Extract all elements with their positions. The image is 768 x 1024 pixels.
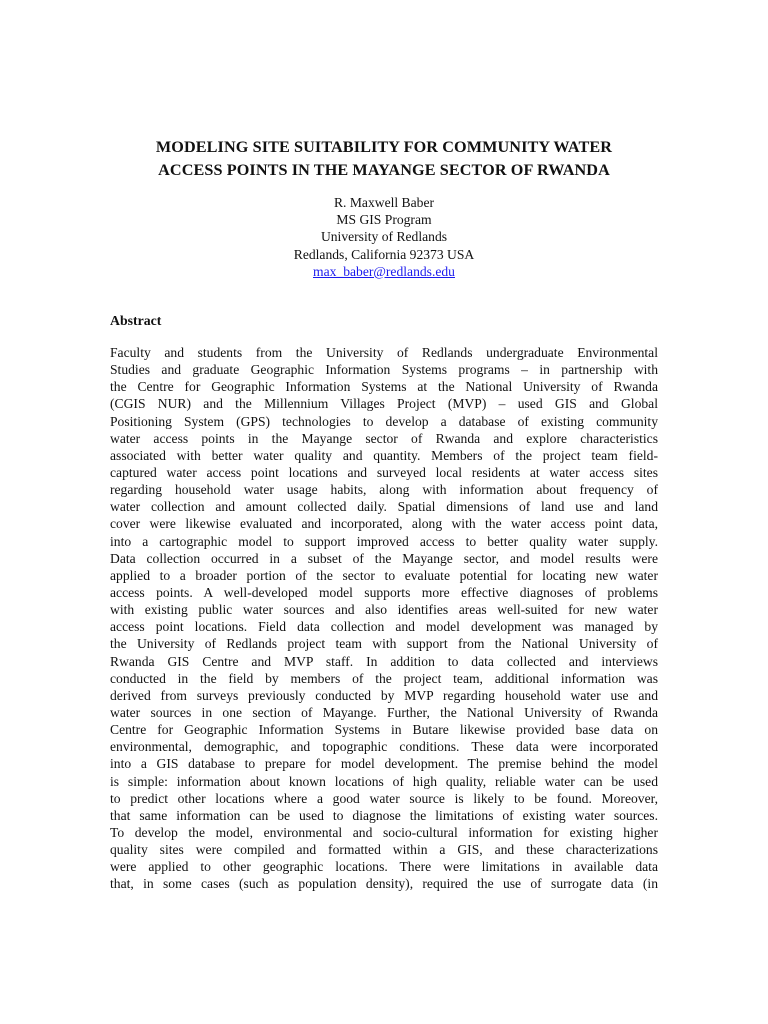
author-block (110, 194, 658, 280)
author-program: MS GIS Program (336, 212, 432, 228)
abstract-line: with existing public water sources and also identifies areas well-suited for new water (110, 602, 658, 618)
abstract-line: Rwanda GIS Centre and MVP staff. In addition to data collected and interviews (110, 653, 658, 669)
abstract-line: that, in some cases (such as population density), required the use of surrogate data (in (110, 876, 658, 892)
abstract-line: into a GIS database to prepare for model development. The premise behind the model (110, 756, 658, 772)
abstract-line: quality sites were compiled and formatted within a GIS, and these characterizations (110, 842, 658, 858)
abstract-line: To develop the model, environmental and socio-cultural information for existing higher (110, 824, 658, 840)
abstract-line: derived from surveys previously conducted by MVP regarding household water use and (110, 687, 658, 703)
abstract-line: Centre for Geographic Information Systems in Butare likewise provided base data on (110, 722, 658, 738)
abstract-line: the Centre for Geographic Information Systems at the National University of Rwanda (110, 379, 658, 395)
abstract-line: conducted in the field by members of the project team, additional information was (110, 670, 658, 686)
abstract-body (110, 344, 658, 893)
abstract-line: to predict other locations where a good water source is likely to be found. Moreover, (110, 790, 658, 806)
author-name: R. Maxwell Baber (333, 195, 435, 210)
abstract-line: into a cartographic model to support improved access to better quality water supply. (110, 533, 658, 549)
abstract-line: the University of Redlands project team with support from the National University of (110, 636, 658, 652)
abstract-line: captured water access point locations and surveyed local residents at water access sites (110, 464, 658, 480)
paper-title-line-1: MODELING SITE SUITABILITY FOR COMMUNITY WATER (155, 138, 613, 156)
abstract-line: Positioning System (GPS) technologies to develop a database of existing community (110, 413, 658, 429)
abstract-line: were applied to other geographic locations. There were limitations in available data (110, 859, 658, 875)
abstract-line: that same information can be used to diagnose the limitations of existing water sources. (110, 807, 658, 823)
abstract-line: cover were likewise evaluated and incorporated, along with the water access point data, (110, 516, 658, 532)
author-email-link[interactable]: max_baber@redlands.edu (313, 263, 455, 279)
abstract-line: Faculty and students from the University of Redlands undergraduate Environmental (110, 345, 658, 360)
paper-title-line-2: ACCESS POINTS IN THE MAYANGE SECTOR OF RWANDA (158, 161, 610, 179)
author-location: Redlands, California 92373 USA (293, 246, 475, 262)
abstract-line: (CGIS NUR) and the Millennium Villages Project (MVP) – used GIS and Global (110, 396, 658, 412)
abstract-line: Studies and graduate Geographic Information Systems programs – in partnership with (110, 362, 658, 378)
author-institution: University of Redlands (320, 229, 448, 245)
abstract-line: environmental, demographic, and topographic conditions. These data were incorporated (110, 739, 658, 755)
abstract-line: is simple: information about known locations of high quality, reliable water can be used (110, 773, 658, 789)
abstract-heading: Abstract (110, 313, 162, 328)
abstract-line: water collection and amount collected daily. Spatial dimensions of land use and land (110, 499, 658, 515)
abstract-line: Data collection occurred in a subset of the Mayange sector, and model results were (110, 550, 658, 566)
paper-title (110, 136, 658, 182)
abstract-line: regarding household water usage habits, along with information about frequency of (110, 482, 658, 498)
abstract-line: water sources in one section of Mayange. Further, the National University of Rwanda (110, 704, 658, 720)
abstract-line: associated with better water quality and quantity. Members of the project team field- (110, 447, 658, 463)
abstract-line: water access points in the Mayange sector of Rwanda and explore characteristics (110, 430, 658, 446)
abstract-line: applied to a broader portion of the sector to evaluate potential for locating new water (110, 567, 658, 583)
abstract-line: access points. A well-developed model supports more effective diagnoses of problems (110, 584, 658, 600)
abstract-line: access point locations. Field data collection and model development was managed by (110, 619, 658, 635)
